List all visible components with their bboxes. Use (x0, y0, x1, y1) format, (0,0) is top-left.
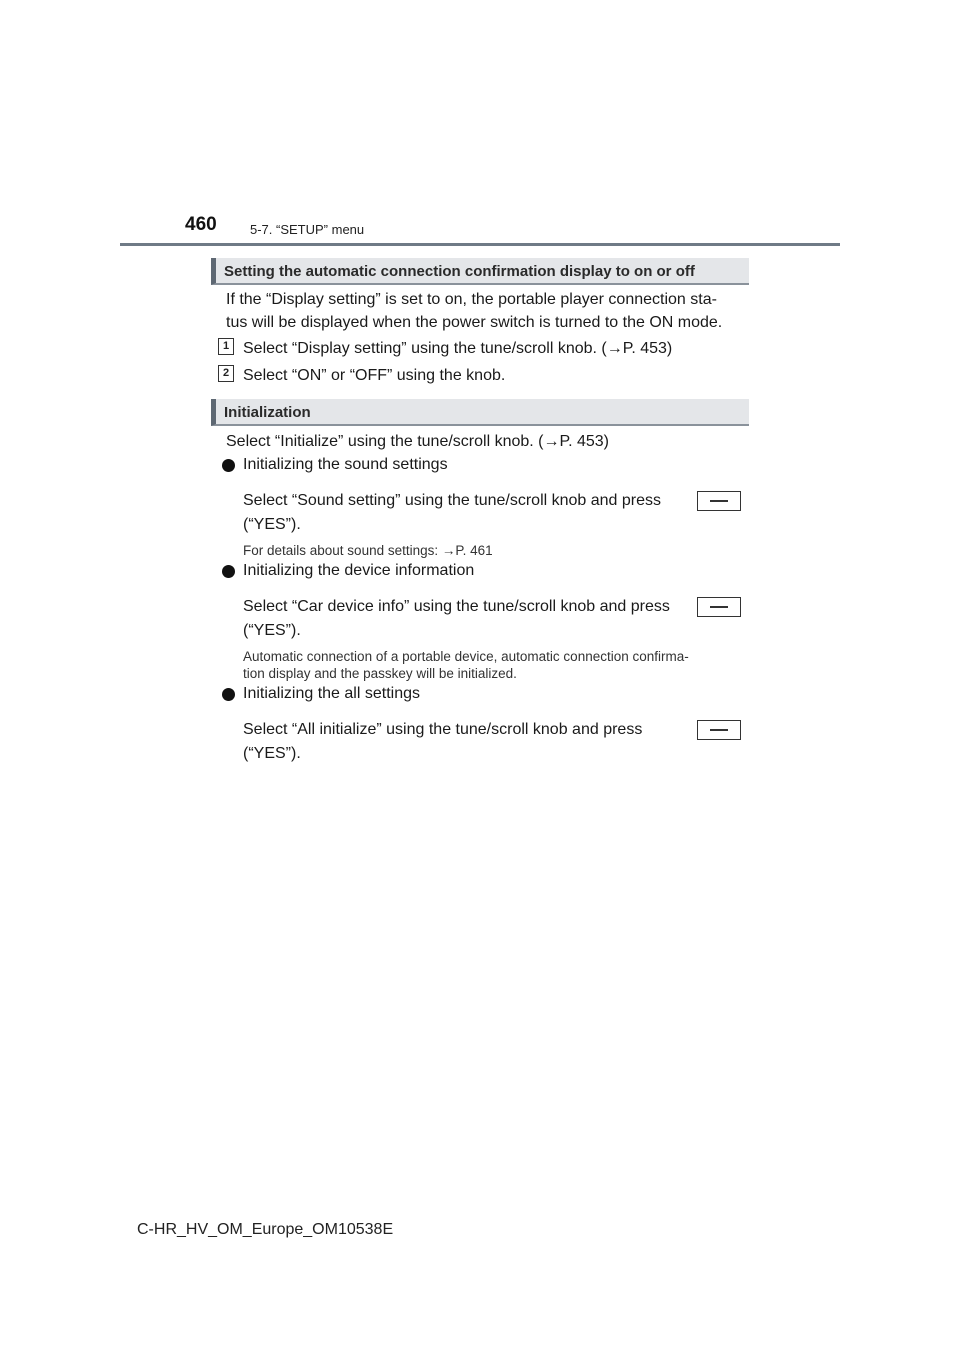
document-code: C-HR_HV_OM_Europe_OM10538E (137, 1221, 394, 1238)
bullet-icon (222, 688, 235, 701)
yes-button-icon (697, 597, 741, 617)
intro-text: Select “Initialize” using the tune/scroll knob. (→P. 453) (226, 433, 610, 450)
yes-button-icon (697, 720, 741, 740)
step-text: Select “Display setting” using the tune/scroll knob. (→P. 453) (243, 340, 673, 357)
section-heading-initialization (211, 399, 749, 426)
page-number: 460 (185, 214, 217, 235)
item-title: Initializing the all settings (243, 685, 420, 702)
item-instruction-line: Select “All initialize” using the tune/scroll knob and press (243, 721, 643, 738)
item-instruction-line: (“YES”). (243, 622, 301, 639)
bullet-icon (222, 459, 235, 472)
item-note: Automatic connection of a portable device, automatic connection confirma- (243, 649, 689, 664)
item-instruction-line: Select “Car device info” using the tune/scroll knob and press (243, 598, 670, 615)
step-number-badge: 1 (218, 338, 234, 355)
bullet-icon (222, 565, 235, 578)
item-instruction-line: Select “Sound setting” using the tune/scroll knob and press (243, 492, 662, 509)
step-number-badge: 2 (218, 365, 234, 382)
item-note: tion display and the passkey will be initialized. (243, 666, 517, 681)
intro-text-line: tus will be displayed when the power switch is turned to the ON mode. (226, 314, 723, 331)
intro-text-line: If the “Display setting” is set to on, the portable player connection sta- (226, 291, 717, 308)
header-divider (120, 243, 840, 246)
item-note: For details about sound settings: →P. 461 (243, 543, 493, 558)
section-title: 5-7. “SETUP” menu (250, 222, 365, 237)
item-title: Initializing the sound settings (243, 456, 448, 473)
item-title: Initializing the device information (243, 562, 475, 579)
item-instruction-line: (“YES”). (243, 516, 301, 533)
section-heading-text: Setting the automatic connection confirmation display to on or off (224, 263, 695, 280)
step-text: Select “ON” or “OFF” using the knob. (243, 367, 506, 384)
section-heading-text: Initialization (224, 404, 311, 421)
section-heading-auto-connection (211, 258, 749, 285)
item-instruction-line: (“YES”). (243, 745, 301, 762)
yes-button-icon (697, 491, 741, 511)
